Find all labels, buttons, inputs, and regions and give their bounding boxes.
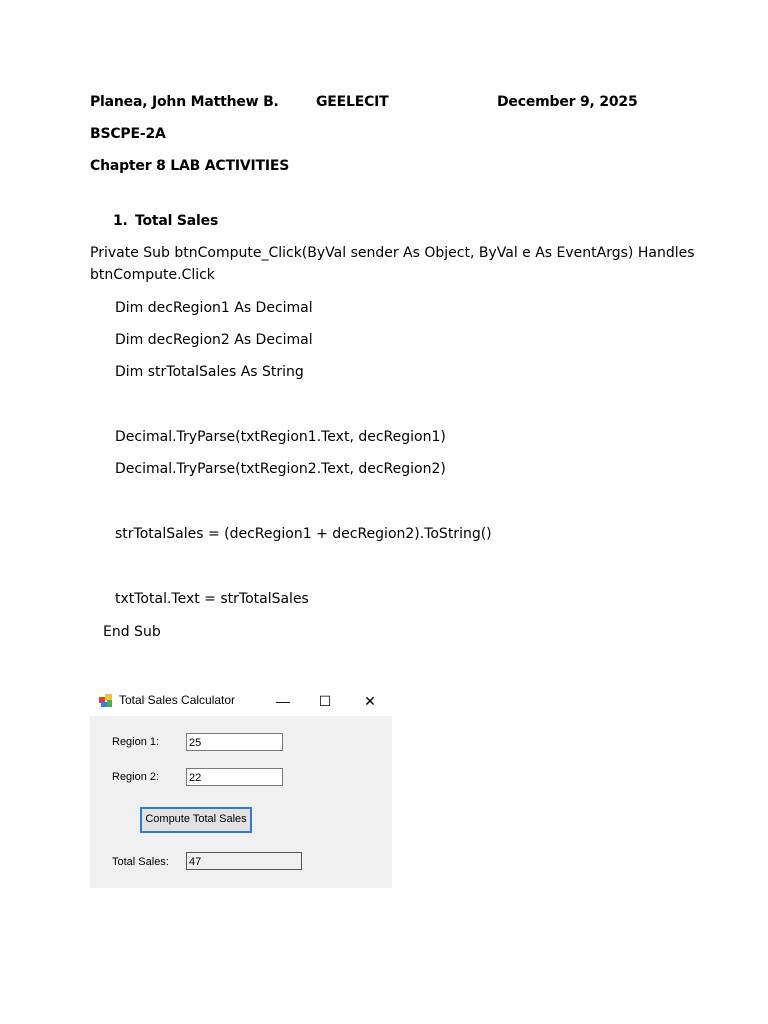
region1-input[interactable]: 25: [186, 733, 283, 751]
compute-total-sales-button[interactable]: Compute Total Sales: [140, 807, 252, 833]
minimize-icon[interactable]: —: [276, 693, 290, 709]
code-line: Private Sub btnCompute_Click(ByVal sender As Object, ByVal e As EventArgs) Handles: [90, 245, 695, 261]
code-line: End Sub: [103, 624, 161, 640]
region2-label: Region 2:: [112, 771, 160, 783]
code-line: Dim decRegion2 As Decimal: [115, 332, 313, 348]
total-sales-output: 47: [186, 852, 302, 870]
title-bar: [90, 685, 392, 716]
code-line: txtTotal.Text = strTotalSales: [115, 591, 309, 607]
close-icon[interactable]: ✕: [364, 693, 376, 709]
code-line: strTotalSales = (decRegion1 + decRegion2).ToString(): [115, 526, 492, 542]
app-icon: [99, 694, 113, 708]
code-line: btnCompute.Click: [90, 267, 215, 283]
item-number: 1.: [113, 213, 128, 229]
item-title: Total Sales: [135, 213, 219, 229]
date: December 9, 2025: [497, 94, 638, 110]
region1-label: Region 1:: [112, 736, 160, 748]
chapter-title: Chapter 8 LAB ACTIVITIES: [90, 158, 290, 174]
app-window-screenshot: [90, 685, 392, 888]
code-line: Decimal.TryParse(txtRegion1.Text, decRegion1): [115, 429, 446, 445]
code-line: Decimal.TryParse(txtRegion2.Text, decRegion2): [115, 461, 446, 477]
course-code: GEELECIT: [316, 94, 389, 110]
region2-input[interactable]: 22: [186, 768, 283, 786]
total-sales-label: Total Sales:: [112, 856, 169, 868]
code-line: Dim strTotalSales As String: [115, 364, 304, 380]
window-title: Total Sales Calculator: [119, 693, 236, 707]
code-line: Dim decRegion1 As Decimal: [115, 300, 313, 316]
maximize-icon[interactable]: ☐: [318, 693, 332, 709]
item-heading: [113, 213, 218, 229]
student-name: Planea, John Matthew B.: [90, 94, 279, 110]
section: BSCPE-2A: [90, 126, 166, 142]
